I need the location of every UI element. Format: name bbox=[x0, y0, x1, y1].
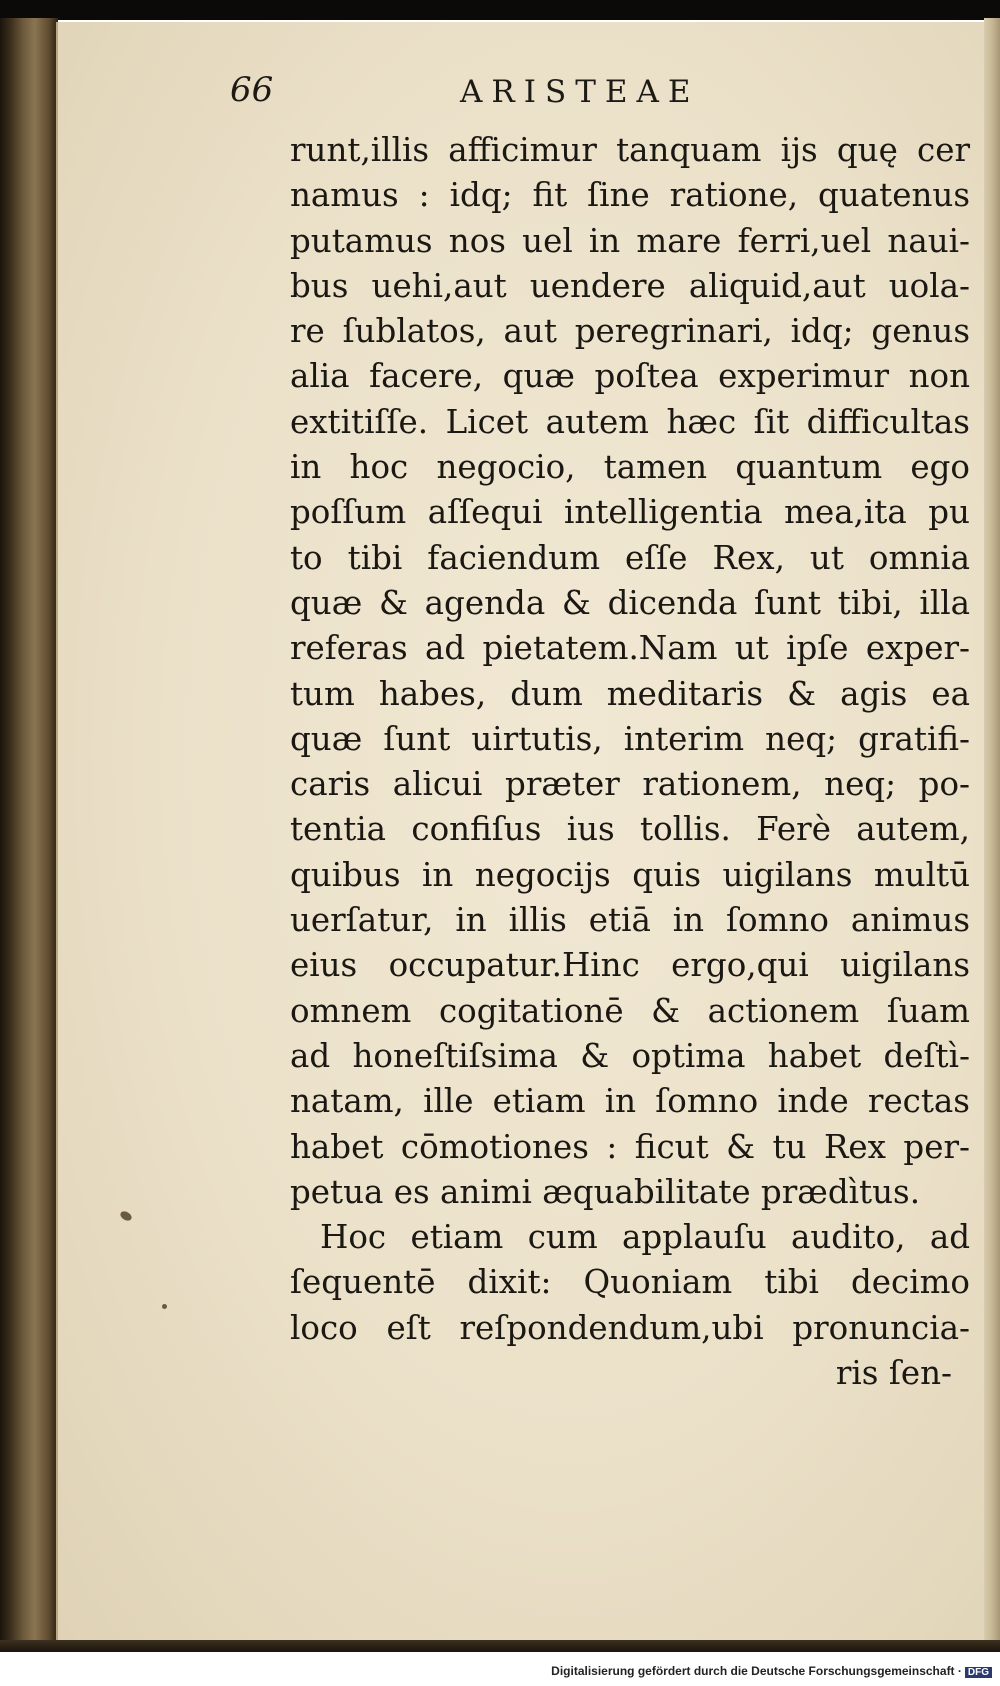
text-line: omnem cogitationē & actionem ſuam bbox=[290, 991, 970, 1030]
text-line: tentia confiſus ius tollis. Ferè autem, bbox=[290, 810, 970, 849]
text-line: eius occupatur.Hinc ergo,qui uigilans bbox=[290, 946, 970, 985]
page-number: 66 bbox=[230, 70, 274, 110]
scan-top-shadow bbox=[0, 0, 1000, 20]
text-line: ſequentē dixit: Quoniam tibi decimo bbox=[290, 1263, 970, 1302]
text-line: ad honeſtiſsima & optima habet deſtì- bbox=[290, 1036, 970, 1075]
text-line: alia facere, quæ poſtea experimur non bbox=[290, 357, 970, 396]
text-line: namus : idq; fit ſine ratione, quatenus bbox=[290, 176, 970, 215]
scan-bottom-edge bbox=[0, 1640, 1000, 1652]
text-line: petua es animi æquabilitate prædìtus. bbox=[290, 1172, 921, 1211]
ink-speck bbox=[162, 1304, 167, 1309]
ink-speck bbox=[119, 1210, 133, 1223]
text-line: extitiſſe. Licet autem hæc ſit difficultas bbox=[290, 402, 970, 441]
text-line: quæ & agenda & dicenda ſunt tibi, illa bbox=[290, 583, 970, 622]
text-line: natam, ille etiam in ſomno inde rectas bbox=[290, 1082, 970, 1121]
text-line: tum habes, dum meditaris & agis ea bbox=[290, 674, 970, 713]
page-header bbox=[230, 70, 830, 120]
text-line: uerſatur, in illis etiā in ſomno animus bbox=[290, 901, 970, 940]
text-line: caris alicui præter rationem, neq; po- bbox=[290, 765, 970, 804]
text-line: quibus in negocijs quis uigilans multū bbox=[290, 855, 970, 894]
text-line: to tibi faciendum eſſe Rex, ut omnia bbox=[290, 538, 970, 577]
text-line: loco eſt reſpondendum,ubi pronuncia- bbox=[290, 1308, 970, 1347]
page-fore-edge bbox=[984, 18, 1000, 1648]
text-line: putamus nos uel in mare ferri,uel naui- bbox=[290, 221, 970, 260]
catchword: ris ſen- bbox=[835, 1354, 952, 1393]
book-binding-edge bbox=[0, 18, 58, 1648]
footer-text: Digitalisierung gefördert durch die Deutsche Forschungsgemeinschaft · bbox=[551, 1664, 962, 1678]
dfg-logo: DFG bbox=[965, 1667, 992, 1678]
text-line: habet cōmotiones : ficut & tu Rex per- bbox=[290, 1127, 970, 1166]
text-line: runt,illis afficimur tanquam ijs quę cer bbox=[290, 131, 970, 169]
text-line: poſſum aſſequi intelligentia mea,ita pu bbox=[290, 493, 970, 532]
digitization-footer bbox=[551, 1664, 992, 1678]
text-line: in hoc negocio, tamen quantum ego bbox=[290, 448, 970, 487]
text-line: referas ad pietatem.Nam ut ipſe exper- bbox=[290, 629, 970, 668]
running-title: ARISTEAE bbox=[460, 74, 700, 110]
text-line: Hoc etiam cum applauſu audito, ad bbox=[320, 1218, 970, 1257]
text-line: re ſublatos, aut peregrinari, idq; genus bbox=[290, 312, 970, 351]
body-text bbox=[290, 128, 970, 1396]
text-line: quæ ſunt uirtutis, interim neq; gratifi- bbox=[290, 719, 970, 758]
text-line: bus uehi,aut uendere aliquid,aut uola- bbox=[290, 266, 970, 305]
